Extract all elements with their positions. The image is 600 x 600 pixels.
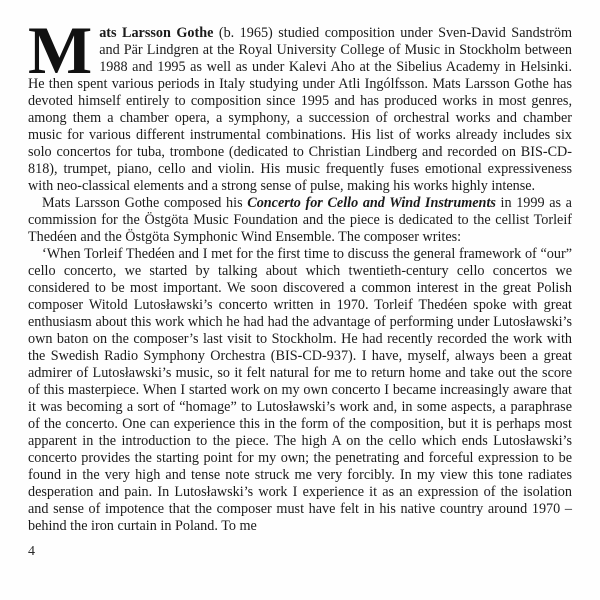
page-number: 4 bbox=[28, 544, 35, 559]
paragraph-commission bbox=[28, 195, 572, 246]
text-segment: Mats Larsson Gothe composed his bbox=[42, 195, 248, 211]
paragraph-biography bbox=[28, 12, 572, 195]
text-segment: Concerto for Cello and Wind Instruments bbox=[247, 195, 496, 211]
text-block bbox=[28, 12, 572, 535]
paragraph-composer-quote bbox=[28, 246, 572, 535]
text-segment: in 1999 as a commission for the Östgöta Music Foundation and the piece is dedicated to the cellist Torleif Thedéen and the Östgöta Symphonic Wind Ensemble. The composer writes: bbox=[28, 195, 572, 245]
dropcap-letter: M bbox=[28, 12, 93, 88]
text-segment: (b. 1965) studied composition under Sven-David Sandström and Pär Lindgren at the Royal University College of Music in Stockholm between 1988 and 1995 as well as under Kalevi Aho at the Sibelius Academy in Helsinki. He then spent various periods in Italy studying under Atli Ingólfsson. Mats Larsson Gothe has devoted himself entirely to composition since 1995 and has produced works in most genres, among them a chamber opera, a symphony, a succession of orchestral works and chamber music for various different instrumental combinations. His list of works already includes six solo concertos for tuba, trombone (dedicated to Christian Lindberg and recorded on BIS-CD-818), trumpet, piano, cello and violin. His music frequently fuses emotional expressiveness with neo-classical elements and a strong sense of pulse, making his works highly intense. bbox=[28, 25, 572, 194]
text-segment: ‘When Torleif Thedéen and I met for the first time to discuss the general framework of “our” cello concerto, we started by talking about which twentieth-century cello concertos we considered to be most important. We soon discovered a common interest in the great Polish composer Witold Lutosławski’s concerto written in 1970. Torleif Thedéen spoke with great enthusiasm about this work which he had had the advantage of performing under Lutosławski’s own baton on the composer’s last visit to Stockholm. He had recently recorded the work with the Swedish Radio Symphony Orchestra (BIS-CD-937). I have, myself, always been a great admirer of Lutosławski’s music, so it felt natural for me to return home and take out the score of this masterpiece. When I started work on my own concerto I became increasingly aware that it was becoming a sort of “homage” to Lutosławski’s work and, in some aspects, a paraphrase of the concerto. One can experience this in the form of the composition, but it is perhaps most apparent in the introduction to the piece. The high A on the cello which ends Lutosławski’s concerto provides the starting point for my own; the penetrating and forceful expression to be found in the very high and tense note struck me very forcibly. In my view this tone radiates desperation and pain. In Lutosławski’s work I experience it as an expression of the isolation and sense of impotence that the composer must have felt in his native country around 1970 – behind the iron curtain in Poland. To me bbox=[28, 246, 572, 534]
text-segment: ats Larsson Gothe bbox=[99, 25, 214, 41]
